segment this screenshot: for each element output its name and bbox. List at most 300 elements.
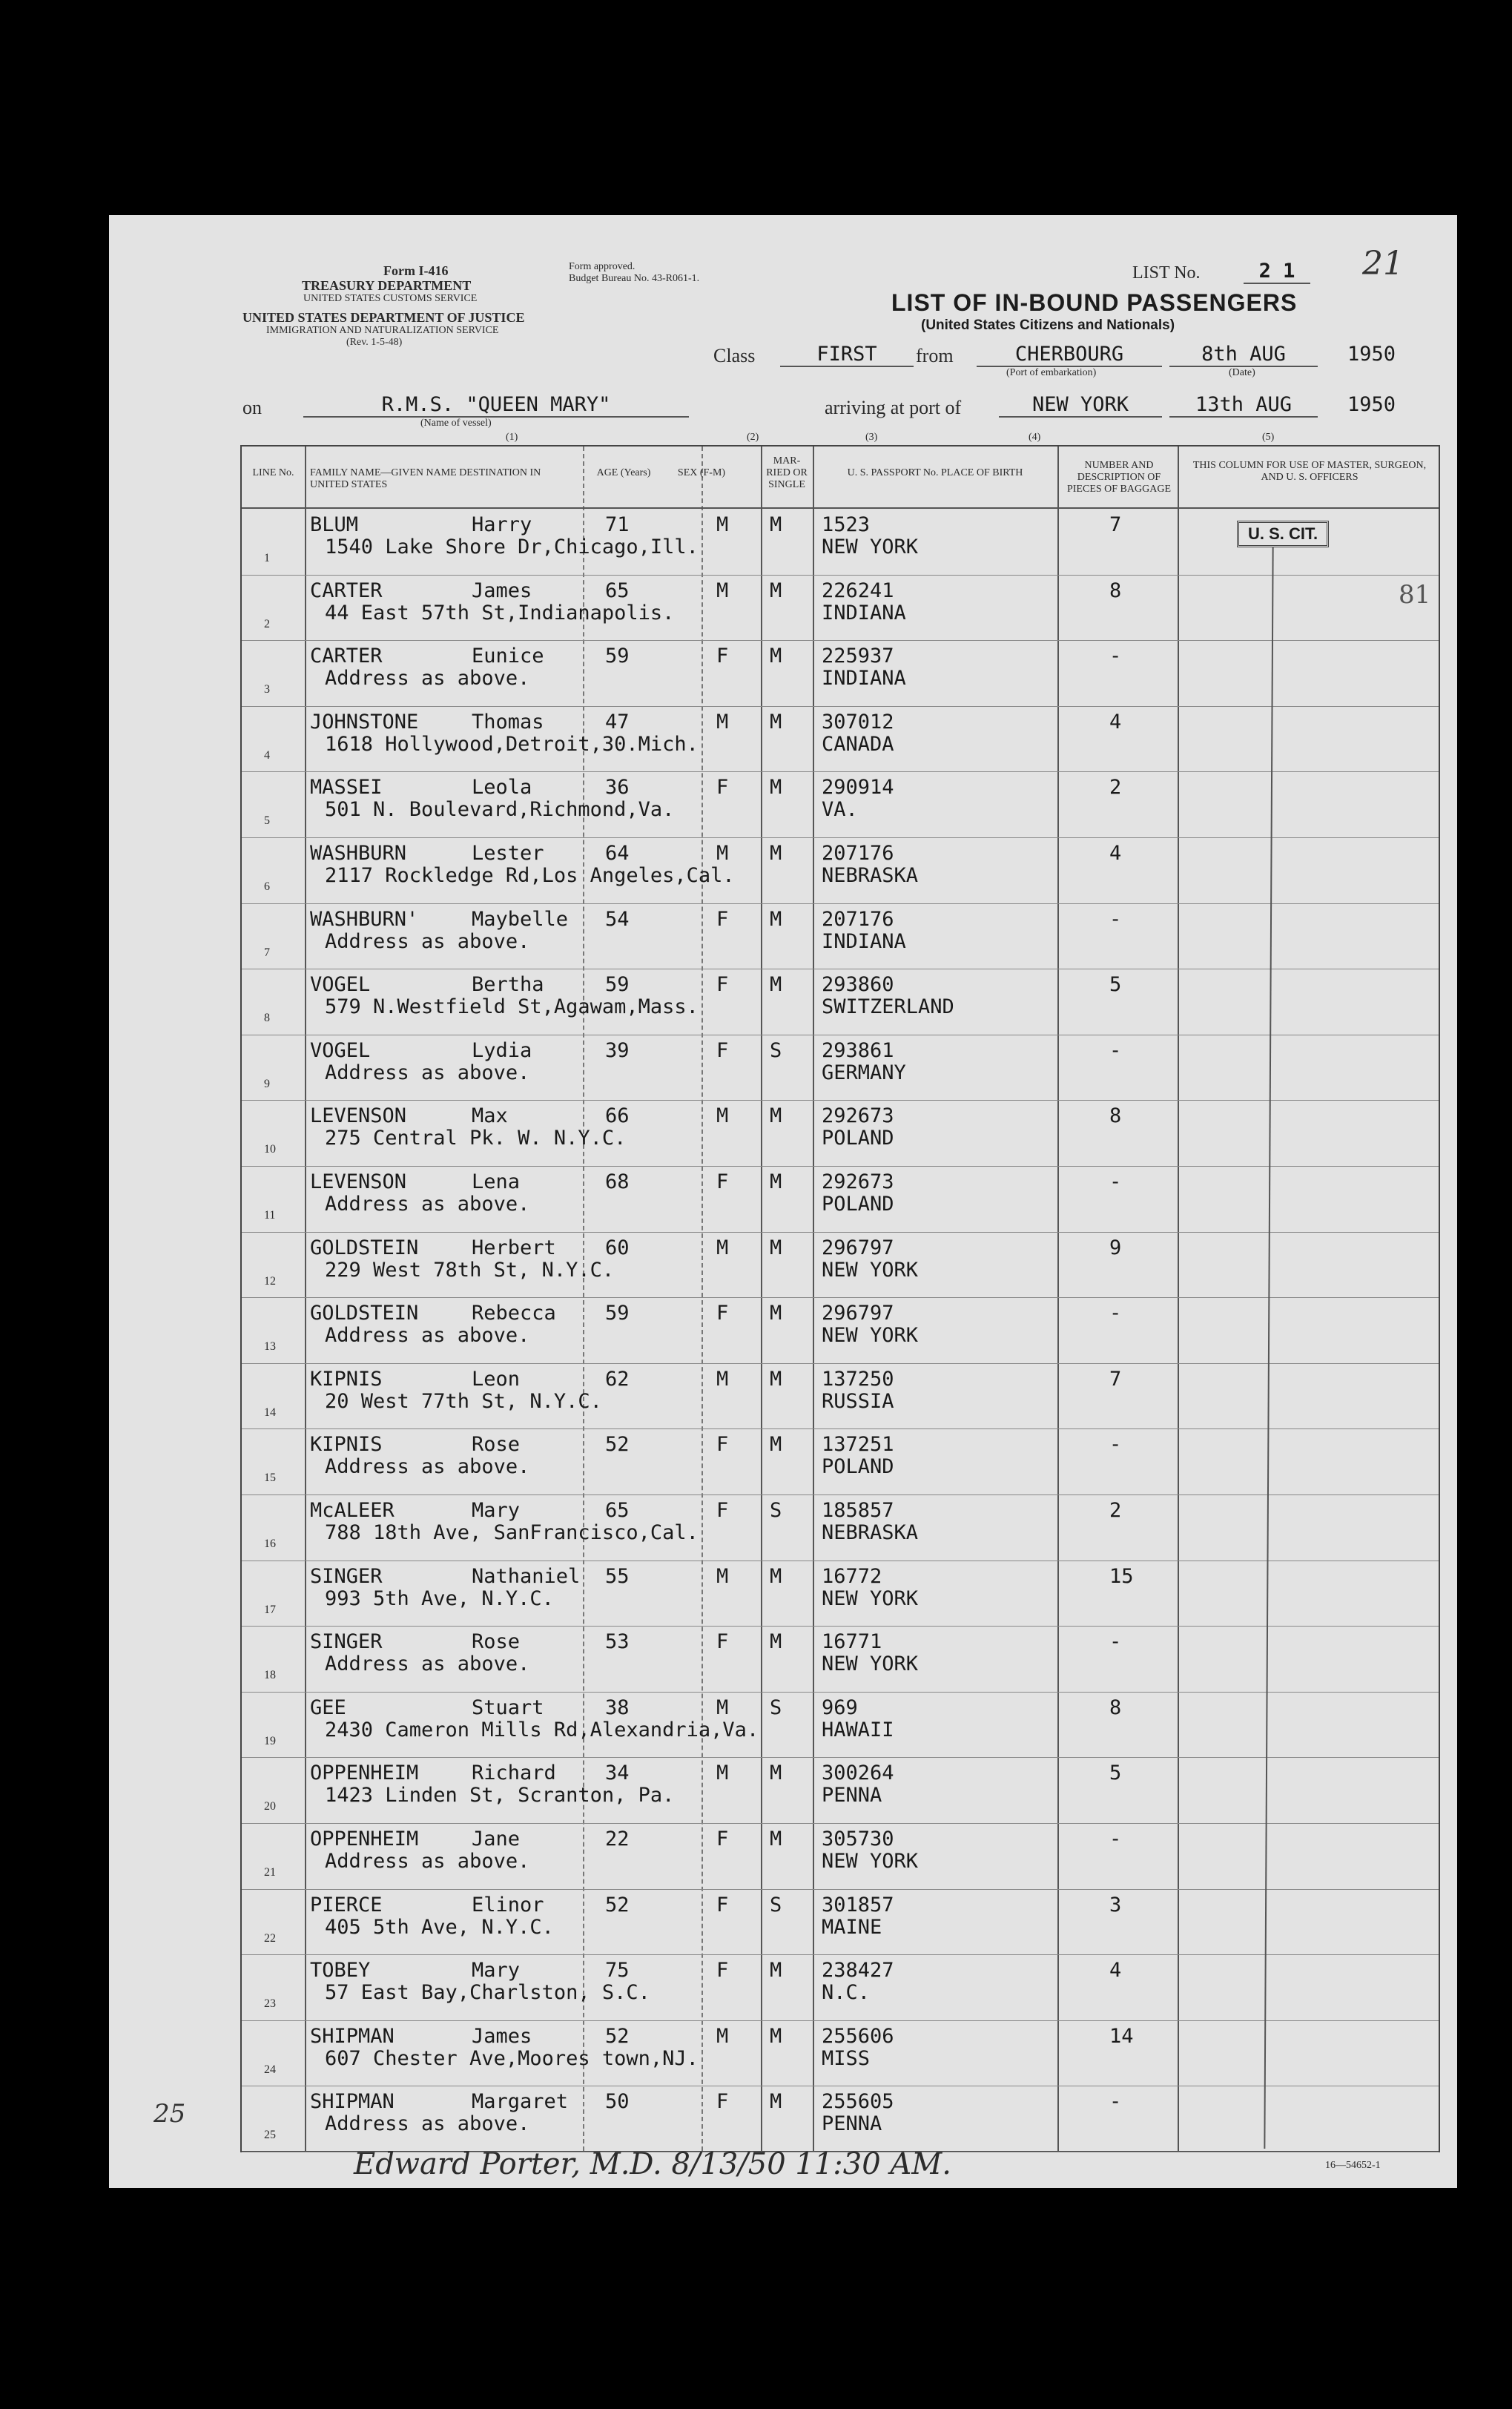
- sex: M: [716, 1695, 729, 1719]
- age: 52: [605, 1893, 630, 1917]
- date-caption: (Date): [1229, 367, 1255, 378]
- baggage-count: 15: [1109, 1564, 1134, 1588]
- customs-service: UNITED STATES CUSTOMS SERVICE: [303, 293, 478, 304]
- destination-address: 501 N. Boulevard,Richmond,Va.: [325, 798, 675, 822]
- family-name: GOLDSTEIN: [310, 1302, 419, 1325]
- given-name: Margaret: [472, 2090, 569, 2114]
- sex: M: [716, 710, 729, 734]
- family-name: TOBEY: [310, 1959, 371, 1983]
- sex: M: [716, 1367, 729, 1391]
- passport-number: 207176: [822, 907, 894, 931]
- baggage-count: 4: [1109, 710, 1122, 734]
- place-of-birth: N.C.: [822, 1981, 871, 2005]
- line-number: 13: [264, 1340, 276, 1354]
- age: 68: [605, 1170, 630, 1193]
- given-name: Stuart: [472, 1695, 544, 1719]
- marital-status: M: [770, 1302, 782, 1325]
- family-name: LEVENSON: [310, 1170, 407, 1193]
- baggage-count: 8: [1109, 1104, 1122, 1128]
- age: 71: [605, 513, 630, 536]
- embark-date: 8th AUG: [1169, 343, 1318, 367]
- baggage-count: -: [1109, 1302, 1122, 1325]
- table-row: [242, 1232, 1439, 1298]
- family-name: SHIPMAN: [310, 2090, 394, 2114]
- place-of-birth: INDIANA: [822, 929, 906, 953]
- baggage-count: -: [1109, 645, 1122, 668]
- destination-address: 229 West 78th St, N.Y.C.: [325, 1258, 615, 1282]
- destination-address: Address as above.: [325, 1850, 530, 1873]
- place-of-birth: PENNA: [822, 1784, 882, 1807]
- sex: F: [716, 1302, 729, 1325]
- port-caption: (Port of embarkation): [1006, 367, 1097, 378]
- header-name: FAMILY NAME—GIVEN NAME DESTINATION IN UNITED STATES: [310, 467, 541, 490]
- col-number-1: (1): [506, 432, 518, 443]
- place-of-birth: NEW YORK: [822, 1652, 919, 1676]
- age: 66: [605, 1104, 630, 1128]
- sex: F: [716, 1038, 729, 1062]
- port-of-embarkation: CHERBOURG: [977, 343, 1162, 367]
- baggage-count: -: [1109, 1630, 1122, 1654]
- baggage-count: 4: [1109, 842, 1122, 865]
- age: 39: [605, 1038, 630, 1062]
- line-number: 11: [264, 1209, 276, 1222]
- destination-address: 607 Chester Ave,Moores town,NJ.: [325, 2046, 699, 2070]
- baggage-count: -: [1109, 1828, 1122, 1851]
- passenger-table: [240, 445, 1440, 2152]
- given-name: Harry: [472, 513, 532, 536]
- family-name: GEE: [310, 1695, 346, 1719]
- sex: M: [716, 1762, 729, 1785]
- passport-number: 290914: [822, 776, 894, 800]
- marital-status: M: [770, 1630, 782, 1654]
- destination-address: Address as above.: [325, 1652, 530, 1676]
- justice-dept: UNITED STATES DEPARTMENT OF JUSTICE: [242, 310, 525, 325]
- destination-address: 1540 Lake Shore Dr,Chicago,Ill.: [325, 535, 699, 558]
- marital-status: M: [770, 2090, 782, 2114]
- ins-service: IMMIGRATION AND NATURALIZATION SERVICE: [266, 325, 499, 336]
- marital-status: M: [770, 1828, 782, 1851]
- table-row: [242, 771, 1439, 837]
- table-row: [242, 1823, 1439, 1889]
- sex: F: [716, 1828, 729, 1851]
- sex: M: [716, 1564, 729, 1588]
- passport-number: 1523: [822, 513, 871, 536]
- line-number: 6: [264, 880, 270, 893]
- list-no-value: 2 1: [1244, 260, 1310, 284]
- baggage-count: -: [1109, 1433, 1122, 1457]
- place-of-birth: INDIANA: [822, 601, 906, 625]
- table-row: [242, 1428, 1439, 1494]
- line-number: 17: [264, 1603, 276, 1616]
- given-name: James: [472, 579, 532, 602]
- given-name: Bertha: [472, 973, 544, 997]
- age: 59: [605, 973, 630, 997]
- given-name: Herbert: [472, 1236, 556, 1259]
- table-row: [242, 1889, 1439, 1955]
- line-number: 18: [264, 1669, 276, 1682]
- baggage-count: 5: [1109, 973, 1122, 997]
- baggage-count: 8: [1109, 1695, 1122, 1719]
- destination-address: 44 East 57th St,Indianapolis.: [325, 601, 675, 625]
- baggage-count: 3: [1109, 1893, 1122, 1917]
- age: 59: [605, 1302, 630, 1325]
- given-name: Leola: [472, 776, 532, 800]
- col-number-5: (5): [1262, 432, 1275, 443]
- arrival-port: NEW YORK: [999, 393, 1162, 418]
- sex: M: [716, 579, 729, 602]
- given-name: Lena: [472, 1170, 521, 1193]
- table-row: [242, 1561, 1439, 1627]
- age: 59: [605, 645, 630, 668]
- passport-number: 969: [822, 1695, 858, 1719]
- line-number: 10: [264, 1143, 276, 1156]
- place-of-birth: CANADA: [822, 732, 894, 756]
- age: 75: [605, 1959, 630, 1983]
- given-name: Maybelle: [472, 907, 569, 931]
- baggage-count: 5: [1109, 1762, 1122, 1785]
- table-row: [242, 1954, 1439, 2020]
- line-number: 8: [264, 1012, 270, 1025]
- marital-status: M: [770, 776, 782, 800]
- baggage-count: -: [1109, 907, 1122, 931]
- treasury-dept: TREASURY DEPARTMENT: [302, 278, 472, 293]
- passport-number: 225937: [822, 645, 894, 668]
- family-name: SINGER: [310, 1564, 383, 1588]
- family-name: KIPNIS: [310, 1367, 383, 1391]
- baggage-count: -: [1109, 1170, 1122, 1193]
- baggage-count: 14: [1109, 2024, 1134, 2048]
- margin-note: 25: [153, 2099, 186, 2129]
- passport-number: 305730: [822, 1828, 894, 1851]
- given-name: Rose: [472, 1630, 521, 1654]
- table-row: [242, 1363, 1439, 1429]
- sex: F: [716, 1433, 729, 1457]
- place-of-birth: NEW YORK: [822, 1324, 919, 1348]
- line-number: 9: [264, 1077, 270, 1090]
- header-marital: MAR-RIED OR SINGLE: [766, 455, 808, 490]
- age: 65: [605, 1499, 630, 1522]
- age: 62: [605, 1367, 630, 1391]
- table-row: [242, 2020, 1439, 2086]
- marital-status: S: [770, 1893, 782, 1917]
- line-number: 2: [264, 617, 270, 630]
- baggage-count: -: [1109, 1038, 1122, 1062]
- print-code: 16—54652-1: [1325, 2160, 1381, 2171]
- passport-number: 307012: [822, 710, 894, 734]
- form-number: Form I-416: [383, 263, 449, 278]
- destination-address: 1618 Hollywood,Detroit,30.Mich.: [325, 732, 699, 756]
- given-name: Mary: [472, 1959, 521, 1983]
- place-of-birth: NEW YORK: [822, 1258, 919, 1282]
- place-of-birth: NEBRASKA: [822, 864, 919, 887]
- sex: F: [716, 1893, 729, 1917]
- table-row: [242, 706, 1439, 772]
- place-of-birth: INDIANA: [822, 667, 906, 691]
- destination-address: Address as above.: [325, 929, 530, 953]
- marital-status: M: [770, 973, 782, 997]
- form-approved: Form approved.: [569, 261, 635, 272]
- destination-address: Address as above.: [325, 1193, 530, 1216]
- given-name: Eunice: [472, 645, 544, 668]
- vessel-caption: (Name of vessel): [420, 418, 492, 429]
- col-number-3: (3): [865, 432, 878, 443]
- header-passport: U. S. PASSPORT No. PLACE OF BIRTH: [847, 467, 1023, 478]
- age: 38: [605, 1695, 630, 1719]
- destination-address: Address as above.: [325, 1455, 530, 1479]
- destination-address: 788 18th Ave, SanFrancisco,Cal.: [325, 1521, 699, 1544]
- family-name: LEVENSON: [310, 1104, 407, 1128]
- line-number: 3: [264, 683, 270, 696]
- given-name: Nathaniel: [472, 1564, 581, 1588]
- place-of-birth: NEW YORK: [822, 1586, 919, 1610]
- sex: M: [716, 1104, 729, 1128]
- family-name: WASHBURN: [310, 842, 407, 865]
- table-row: [242, 1297, 1439, 1363]
- passport-number: 16771: [822, 1630, 882, 1654]
- marital-status: M: [770, 1104, 782, 1128]
- line-number: 21: [264, 1866, 276, 1879]
- family-name: CARTER: [310, 645, 383, 668]
- line-number: 20: [264, 1800, 276, 1813]
- place-of-birth: POLAND: [822, 1455, 894, 1479]
- given-name: Max: [472, 1104, 508, 1128]
- passport-number: 301857: [822, 1893, 894, 1917]
- line-number: 14: [264, 1405, 276, 1419]
- sex: F: [716, 2090, 729, 2114]
- given-name: Lester: [472, 842, 544, 865]
- marital-status: M: [770, 710, 782, 734]
- marital-status: S: [770, 1499, 782, 1522]
- line-number: 4: [264, 748, 270, 762]
- line-number: 7: [264, 946, 270, 959]
- class-value: FIRST: [780, 343, 914, 367]
- sex: F: [716, 1170, 729, 1193]
- family-name: KIPNIS: [310, 1433, 383, 1457]
- sex: F: [716, 1499, 729, 1522]
- marital-status: M: [770, 1367, 782, 1391]
- passport-number: 292673: [822, 1104, 894, 1128]
- baggage-count: 7: [1109, 513, 1122, 536]
- table-row: [242, 1100, 1439, 1166]
- destination-address: 2430 Cameron Mills Rd,Alexandria,Va.: [325, 1718, 759, 1741]
- line-number: 22: [264, 1931, 276, 1945]
- age: 53: [605, 1630, 630, 1654]
- line-number: 15: [264, 1472, 276, 1485]
- baggage-count: 8: [1109, 579, 1122, 602]
- arriving-label: arriving at port of: [825, 397, 962, 418]
- passport-number: 185857: [822, 1499, 894, 1522]
- family-name: MASSEI: [310, 776, 383, 800]
- baggage-count: 4: [1109, 1959, 1122, 1983]
- age: 52: [605, 1433, 630, 1457]
- age: 52: [605, 2024, 630, 2048]
- family-name: VOGEL: [310, 973, 371, 997]
- table-row: [242, 969, 1439, 1035]
- arrival-year: 1950: [1347, 393, 1396, 416]
- family-name: GOLDSTEIN: [310, 1236, 419, 1259]
- place-of-birth: PENNA: [822, 2112, 882, 2136]
- table-row: [242, 1757, 1439, 1823]
- family-name: BLUM: [310, 513, 359, 536]
- table-row: [242, 837, 1439, 903]
- corner-mark: 21: [1362, 245, 1404, 283]
- destination-address: 579 N.Westfield St,Agawam,Mass.: [325, 995, 699, 1019]
- given-name: Thomas: [472, 710, 544, 734]
- place-of-birth: POLAND: [822, 1193, 894, 1216]
- age: 34: [605, 1762, 630, 1785]
- destination-address: 57 East Bay,Charlston, S.C.: [325, 1981, 650, 2005]
- header-official-use: THIS COLUMN FOR USE OF MASTER, SURGEON, AND U. S. OFFICERS: [1192, 460, 1427, 483]
- col-number-2: (2): [747, 432, 759, 443]
- given-name: Rebecca: [472, 1302, 556, 1325]
- age: 22: [605, 1828, 630, 1851]
- passport-number: 292673: [822, 1170, 894, 1193]
- from-label: from: [916, 345, 954, 366]
- table-row: [242, 1494, 1439, 1561]
- line-number: 23: [264, 1997, 276, 2011]
- header-baggage: NUMBER AND DESCRIPTION OF PIECES OF BAGGAGE: [1066, 460, 1171, 495]
- table-row: [242, 1035, 1439, 1101]
- class-label: Class: [713, 345, 756, 366]
- family-name: McALEER: [310, 1499, 394, 1522]
- destination-address: Address as above.: [325, 2112, 530, 2136]
- line-number: 16: [264, 1538, 276, 1550]
- line-number: 5: [264, 814, 270, 828]
- family-name: WASHBURN': [310, 907, 419, 931]
- given-name: Rose: [472, 1433, 521, 1457]
- family-name: SINGER: [310, 1630, 383, 1654]
- passport-number: 296797: [822, 1302, 894, 1325]
- destination-address: Address as above.: [325, 667, 530, 691]
- passport-number: 300264: [822, 1762, 894, 1785]
- family-name: PIERCE: [310, 1893, 383, 1917]
- table-row: [242, 903, 1439, 969]
- line-number: 24: [264, 2063, 276, 2076]
- family-name: SHIPMAN: [310, 2024, 394, 2048]
- age: 55: [605, 1564, 630, 1588]
- marital-status: M: [770, 2024, 782, 2048]
- sex: F: [716, 1959, 729, 1983]
- inspector-signature: Edward Porter, M.D. 8/13/50 11:30 AM.: [354, 2147, 951, 2181]
- age: 54: [605, 907, 630, 931]
- sex: M: [716, 842, 729, 865]
- marital-status: M: [770, 513, 782, 536]
- passport-number: 137250: [822, 1367, 894, 1391]
- line-number: 1: [264, 552, 270, 564]
- passport-number: 293861: [822, 1038, 894, 1062]
- embark-year: 1950: [1347, 343, 1396, 366]
- place-of-birth: SWITZERLAND: [822, 995, 954, 1019]
- sex: M: [716, 1236, 729, 1259]
- place-of-birth: VA.: [822, 798, 858, 822]
- age: 64: [605, 842, 630, 865]
- given-name: James: [472, 2024, 532, 2048]
- table-row: [242, 575, 1439, 641]
- destination-address: 1423 Linden St, Scranton, Pa.: [325, 1784, 675, 1807]
- marital-status: M: [770, 1959, 782, 1983]
- passport-number: 207176: [822, 842, 894, 865]
- age: 36: [605, 776, 630, 800]
- budget-bureau: Budget Bureau No. 43-R061-1.: [569, 273, 700, 284]
- marital-status: M: [770, 1564, 782, 1588]
- baggage-count: -: [1109, 2090, 1122, 2114]
- sex: F: [716, 973, 729, 997]
- sex: F: [716, 1630, 729, 1654]
- sex: F: [716, 645, 729, 668]
- col-number-4: (4): [1029, 432, 1041, 443]
- table-row: [242, 1166, 1439, 1232]
- line-number: 12: [264, 1274, 276, 1288]
- place-of-birth: NEBRASKA: [822, 1521, 919, 1544]
- line-number: 19: [264, 1734, 276, 1747]
- marital-status: M: [770, 1170, 782, 1193]
- destination-address: 20 West 77th St, N.Y.C.: [325, 1389, 602, 1413]
- destination-address: 2117 Rockledge Rd,Los Angeles,Cal.: [325, 864, 735, 887]
- on-label: on: [242, 397, 262, 418]
- marital-status: M: [770, 645, 782, 668]
- baggage-count: 7: [1109, 1367, 1122, 1391]
- place-of-birth: RUSSIA: [822, 1389, 894, 1413]
- destination-address: Address as above.: [325, 1061, 530, 1084]
- place-of-birth: MISS: [822, 2046, 871, 2070]
- passport-number: 296797: [822, 1236, 894, 1259]
- list-no-label: LIST No.: [1132, 263, 1201, 283]
- sex: F: [716, 776, 729, 800]
- destination-address: 275 Central Pk. W. N.Y.C.: [325, 1127, 627, 1150]
- place-of-birth: NEW YORK: [822, 1850, 919, 1873]
- destination-address: 993 5th Ave, N.Y.C.: [325, 1586, 554, 1610]
- passport-number: 293860: [822, 973, 894, 997]
- line-number: 25: [264, 2129, 276, 2142]
- family-name: CARTER: [310, 579, 383, 602]
- marital-status: M: [770, 579, 782, 602]
- given-name: Mary: [472, 1499, 521, 1522]
- marital-status: M: [770, 1762, 782, 1785]
- table-row: [242, 1626, 1439, 1692]
- document-subtitle: (United States Citizens and Nationals): [921, 317, 1175, 333]
- marital-status: M: [770, 907, 782, 931]
- marital-status: S: [770, 1695, 782, 1719]
- sex: F: [716, 907, 729, 931]
- place-of-birth: GERMANY: [822, 1061, 906, 1084]
- place-of-birth: POLAND: [822, 1127, 894, 1150]
- given-name: Elinor: [472, 1893, 544, 1917]
- age: 60: [605, 1236, 630, 1259]
- family-name: JOHNSTONE: [310, 710, 419, 734]
- given-name: Lydia: [472, 1038, 532, 1062]
- marital-status: M: [770, 842, 782, 865]
- marital-status: M: [770, 1433, 782, 1457]
- baggage-count: 2: [1109, 1499, 1122, 1522]
- arrival-date: 13th AUG: [1169, 393, 1318, 418]
- age: 50: [605, 2090, 630, 2114]
- sex: M: [716, 513, 729, 536]
- passport-number: 137251: [822, 1433, 894, 1457]
- revision: (Rev. 1-5-48): [346, 337, 403, 348]
- place-of-birth: MAINE: [822, 1915, 882, 1939]
- table-row: [242, 640, 1439, 706]
- vessel-name: R.M.S. "QUEEN MARY": [303, 393, 689, 418]
- given-name: Richard: [472, 1762, 556, 1785]
- age: 65: [605, 579, 630, 602]
- passport-number: 16772: [822, 1564, 882, 1588]
- citizen-stamp: U. S. CIT.: [1237, 521, 1329, 547]
- manifest-sheet: [109, 215, 1457, 2188]
- header-age: AGE (Years): [596, 467, 651, 478]
- place-of-birth: NEW YORK: [822, 535, 919, 558]
- annotation-number: 81: [1399, 580, 1431, 610]
- baggage-count: 2: [1109, 776, 1122, 800]
